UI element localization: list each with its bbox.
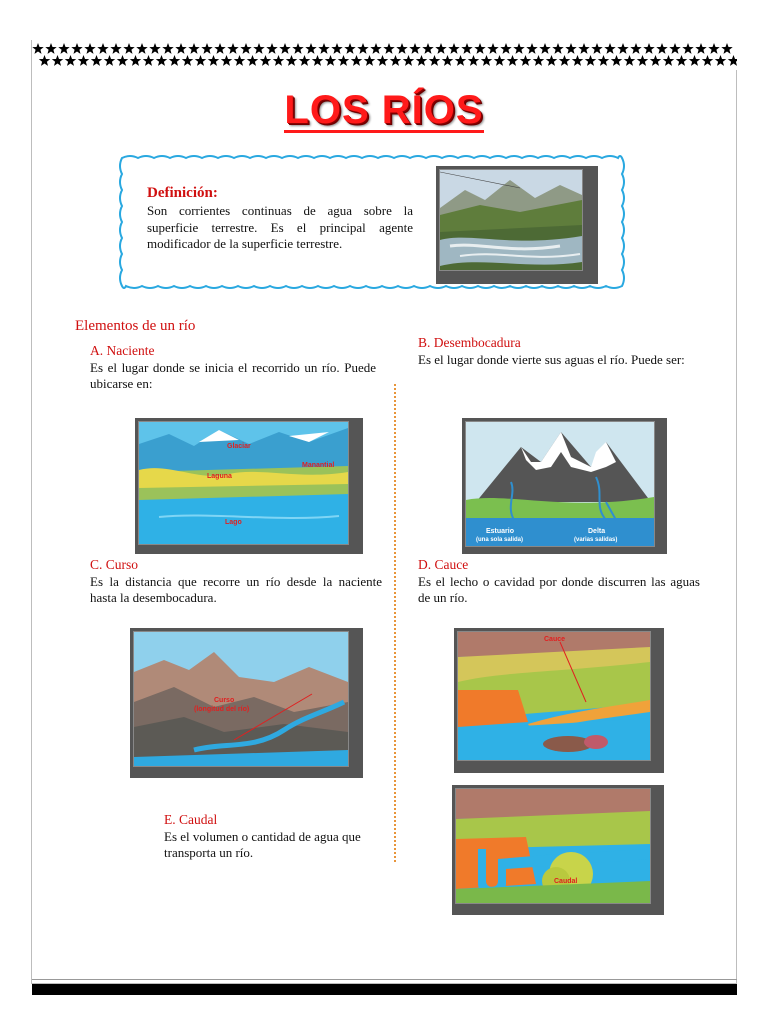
label-caudal: Caudal bbox=[554, 878, 578, 885]
naciente-title: A. Naciente bbox=[90, 343, 155, 358]
cauce-image bbox=[454, 628, 664, 773]
caudal-image bbox=[452, 785, 664, 915]
label-delta: Delta bbox=[588, 528, 606, 535]
page-title bbox=[0, 88, 768, 133]
curso-image bbox=[130, 628, 363, 778]
bottom-rule bbox=[32, 979, 737, 980]
desembocadura-title: B. Desembocadura bbox=[418, 335, 521, 350]
page-title-text: LOS RÍOS bbox=[284, 88, 484, 132]
column-divider bbox=[394, 384, 396, 862]
caudal-title: E. Caudal bbox=[164, 812, 218, 827]
label-cauce: Cauce bbox=[544, 636, 566, 643]
definition-text: Son corrientes continuas de agua sobre la superficie terrestre. Es el principal agente modificador de la superficie terrestre. bbox=[147, 203, 413, 251]
label-laguna: Laguna bbox=[207, 473, 232, 480]
elements-heading: Elementos de un río bbox=[75, 318, 196, 334]
label-curso: Curso bbox=[214, 697, 235, 704]
label-manantial: Manantial bbox=[302, 462, 335, 469]
naciente-text: Es el lugar donde se inicia el recorrido un río. Puede ubicarse en: bbox=[90, 360, 376, 391]
cauce-title: D. Cauce bbox=[418, 557, 469, 572]
label-delta-sub: (varias salidas) bbox=[574, 537, 618, 543]
definition-heading: Definición: bbox=[147, 185, 218, 201]
river-photo bbox=[436, 166, 598, 284]
label-lago: Lago bbox=[225, 519, 242, 526]
label-estuario: Estuario bbox=[486, 528, 515, 535]
label-curso-sub: (longitud del río) bbox=[194, 706, 250, 713]
bottom-bar bbox=[32, 984, 737, 995]
curso-title: C. Curso bbox=[90, 557, 139, 572]
label-glaciar: Glaciar bbox=[227, 443, 251, 450]
label-estuario-sub: (una sola salida) bbox=[476, 537, 524, 543]
desembocadura-image bbox=[462, 418, 667, 554]
cauce-text: Es el lecho o cavidad por donde discurren las aguas de un río. bbox=[418, 574, 700, 605]
caudal-text: Es el volumen o cantidad de agua que transporta un río. bbox=[164, 829, 361, 860]
curso-text: Es la distancia que recorre un río desde la naciente hasta la desembocadura. bbox=[90, 574, 382, 605]
star-border bbox=[32, 40, 737, 70]
desembocadura-text: Es el lugar donde vierte sus aguas el río. Puede ser: bbox=[418, 352, 685, 367]
naciente-image bbox=[135, 418, 363, 554]
